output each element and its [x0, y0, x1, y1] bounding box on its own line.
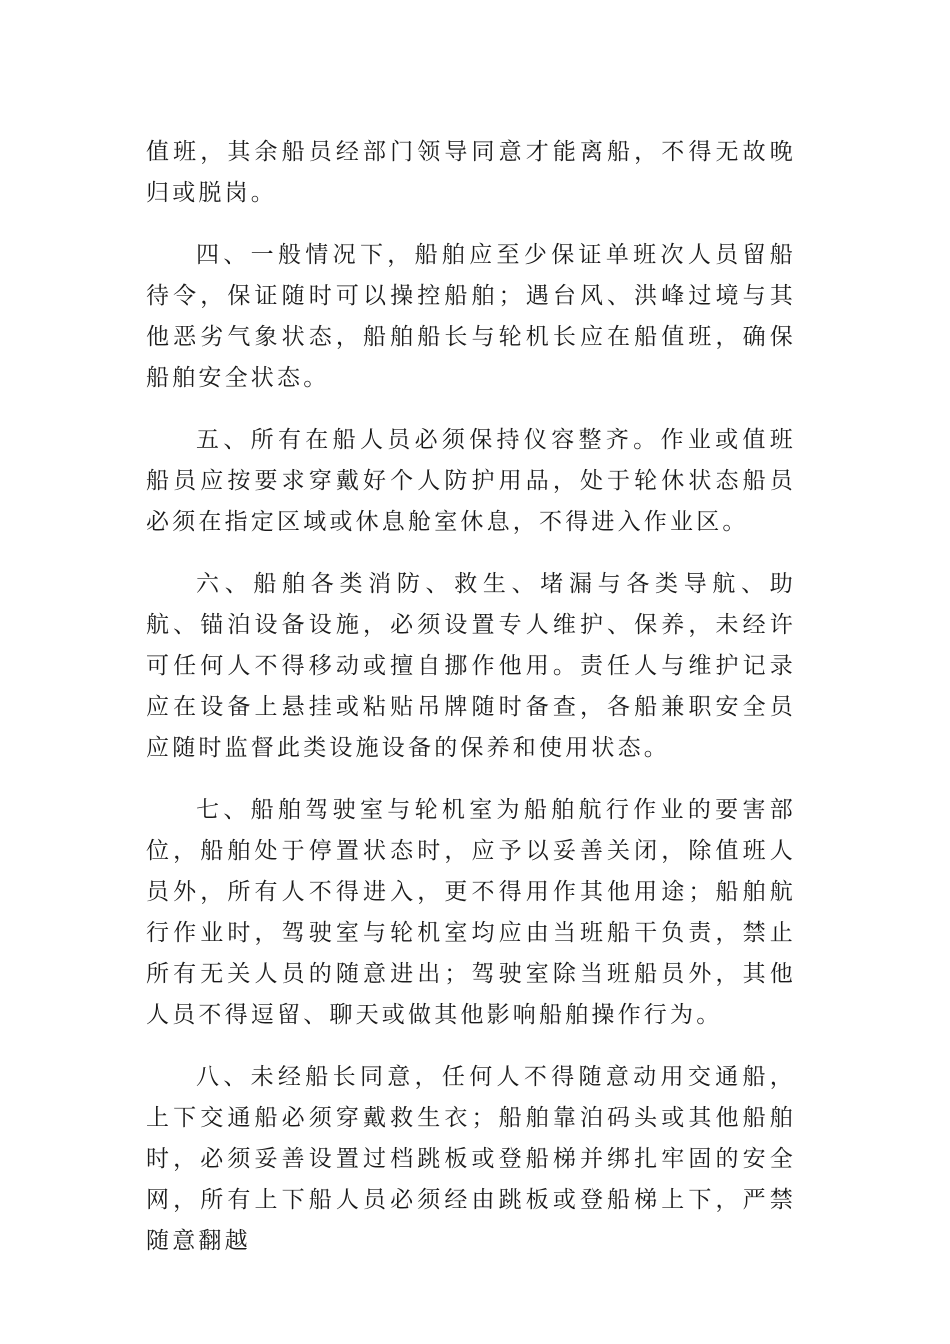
paragraph-7: 七、船舶驾驶室与轮机室为船舶航行作业的要害部位，船舶处于停置状态时，应予以妥善关闭，除值班人员外，所有人不得进入，更不得用作其他用途；船舶航行作业时，驾驶室与轮机室均应由当班船干负责，禁止所有无关人员的随意进出；驾驶室除当班船员外，其他人员不得逗留、聊天或做其他影响船舶操作行为。 [146, 797, 796, 1028]
paragraph-5: 五、所有在船人员必须保持仪容整齐。作业或值班船员应按要求穿戴好个人防护用品，处于轮休状态船员必须在指定区域或休息舱室休息，不得进入作业区。 [146, 427, 796, 535]
document-body [146, 132, 796, 1283]
paragraph-6: 六、船舶各类消防、救生、堵漏与各类导航、助航、锚泊设备设施，必须设置专人维护、保养，未经许可任何人不得移动或擅自挪作他用。责任人与维护记录应在设备上悬挂或粘贴吊牌随时备查，各船兼职安全员应随时监督此类设施设备的保养和使用状态。 [146, 571, 796, 761]
paragraph-8: 八、未经船长同意，任何人不得随意动用交通船，上下交通船必须穿戴救生衣；船舶靠泊码头或其他船舶时，必须妥善设置过档跳板或登船梯并绑扎牢固的安全网，所有上下船人员必须经由跳板或登船梯上下，严禁随意翻越 [146, 1064, 796, 1254]
paragraph-4: 四、一般情况下，船舶应至少保证单班次人员留船待令，保证随时可以操控船舶；遇台风、洪峰过境与其他恶劣气象状态，船舶船长与轮机长应在船值班，确保船舶安全状态。 [146, 242, 796, 391]
paragraph-continued: 值班，其余船员经部门领导同意才能离船，不得无故晚归或脱岗。 [146, 139, 796, 206]
